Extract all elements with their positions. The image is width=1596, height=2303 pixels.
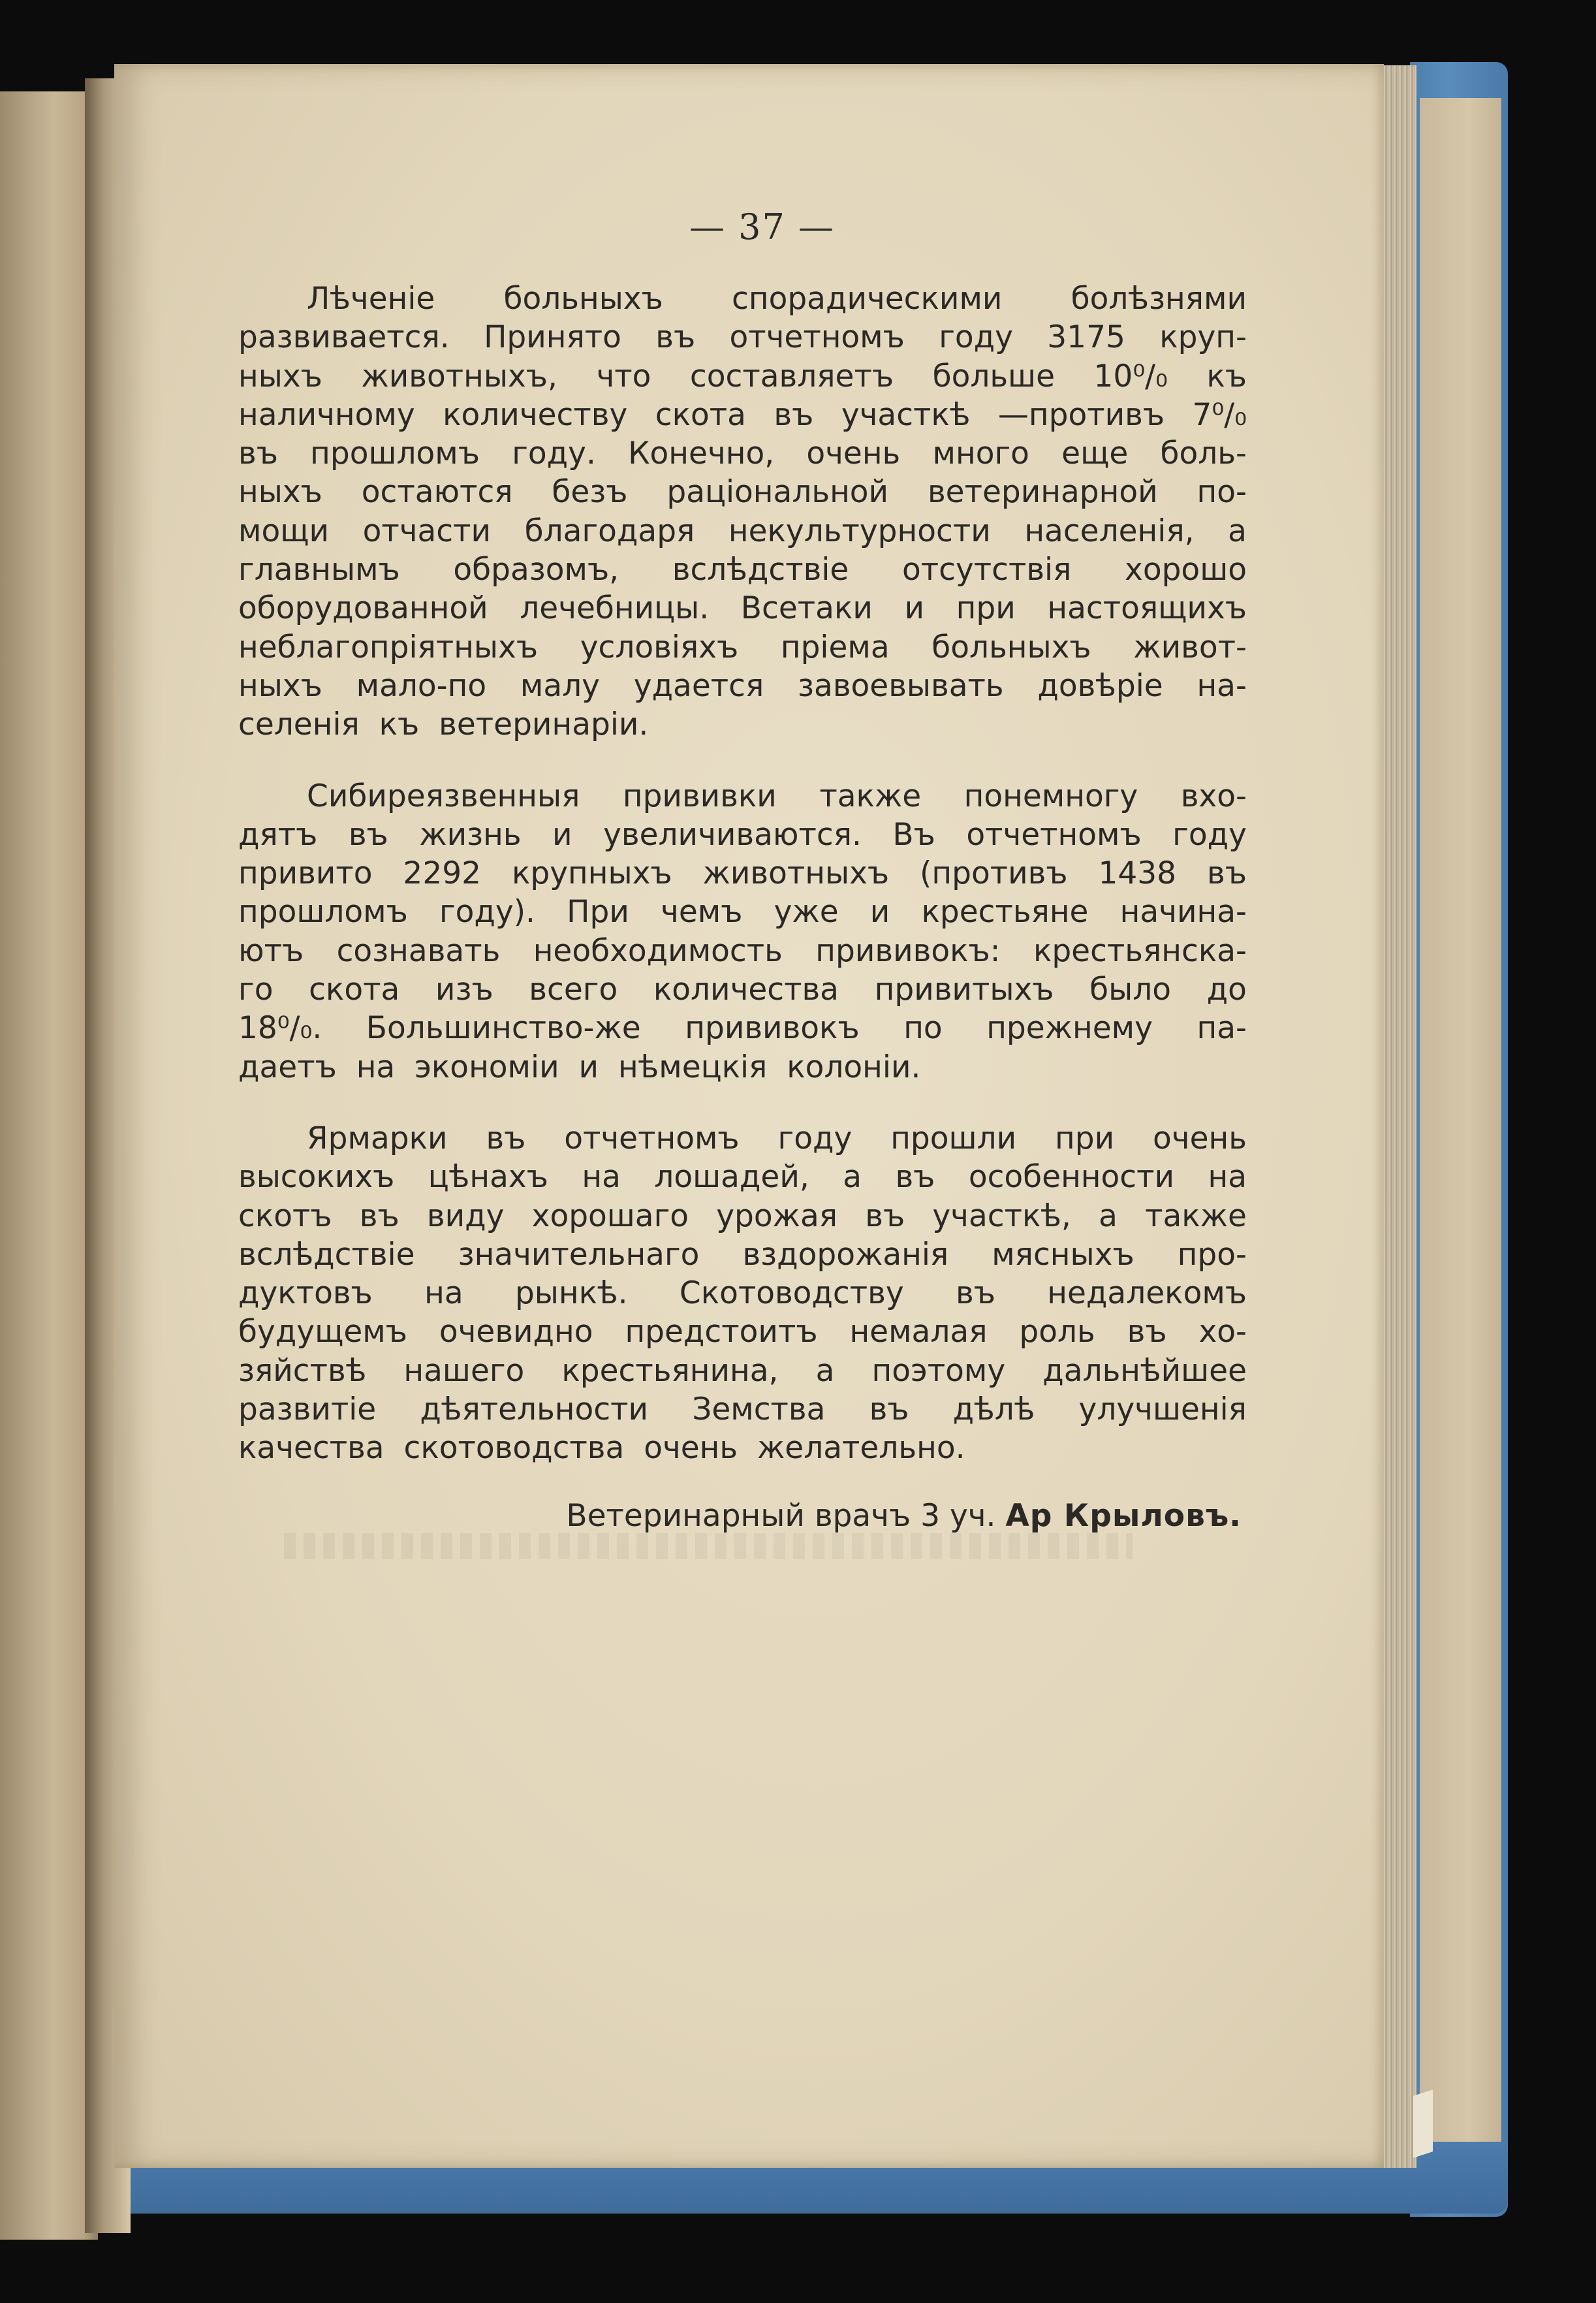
word: на- <box>1197 667 1247 704</box>
word: по- <box>1197 474 1247 511</box>
word: пріема <box>780 629 890 665</box>
word: скота <box>309 972 400 1008</box>
word: виду <box>426 1198 505 1234</box>
word: (противъ <box>920 855 1068 892</box>
word: также <box>819 778 922 814</box>
text-line <box>238 279 1247 318</box>
word: изъ <box>435 972 493 1008</box>
text-line <box>238 357 1247 396</box>
body-text <box>238 279 1247 1535</box>
text-line <box>238 1158 1247 1196</box>
word: на <box>424 1275 463 1312</box>
word: больше <box>932 358 1055 394</box>
word: всего <box>529 972 618 1008</box>
word: привито <box>238 855 373 892</box>
word: настоящихъ <box>1047 590 1247 627</box>
word: мясныхъ <box>992 1236 1134 1273</box>
word: въ <box>655 319 696 356</box>
word: увеличиваются. <box>603 816 862 853</box>
endpaper <box>1420 98 1501 2142</box>
signature-name: Ар Крыловъ. <box>1005 1497 1242 1534</box>
word: прививокъ <box>685 1010 860 1047</box>
word: вслѣдствіе <box>672 552 849 588</box>
word: наличному <box>238 396 415 433</box>
text-line <box>238 705 1247 744</box>
word: при <box>1055 1120 1115 1156</box>
word: благодаря <box>524 513 695 549</box>
text-line <box>238 473 1247 511</box>
text-line <box>238 932 1247 970</box>
word: некультурности <box>728 513 991 549</box>
word: Лѣченіе <box>307 281 435 317</box>
word: ныхъ <box>238 358 322 394</box>
word: 10⁰/₀ <box>1093 358 1168 394</box>
word: немалая <box>849 1314 988 1350</box>
text-line <box>238 1197 1247 1235</box>
word: ветеринарной <box>927 474 1158 511</box>
text-line <box>238 396 1247 434</box>
word: году). <box>439 894 535 930</box>
text-line <box>238 1048 1247 1087</box>
word: остаются <box>361 474 513 511</box>
word: будущемъ <box>238 1314 407 1350</box>
word: качества <box>238 1430 384 1467</box>
word: привитыхъ <box>874 972 1054 1008</box>
word: Скотоводству <box>679 1275 904 1312</box>
word: году. <box>512 436 596 472</box>
word: животныхъ <box>702 855 890 892</box>
word: къ <box>379 707 420 743</box>
word: прошли <box>890 1120 1017 1156</box>
word: роль <box>1019 1314 1095 1350</box>
word: дальнѣйшее <box>1042 1352 1247 1389</box>
text-line <box>238 434 1247 473</box>
word: а <box>843 1159 862 1196</box>
word: хорошо <box>1125 552 1247 588</box>
word: понемногу <box>963 778 1138 814</box>
word: населенія, <box>1024 513 1195 549</box>
word: Сибиреязвенныя <box>307 778 580 814</box>
word: вхо- <box>1180 778 1247 814</box>
word: болѣзнями <box>1071 281 1247 317</box>
word: составляетъ <box>689 358 894 394</box>
text-line <box>238 777 1247 816</box>
word: При <box>567 894 629 930</box>
text-line <box>238 816 1247 854</box>
word: году <box>777 1120 853 1156</box>
word: сознавать <box>336 932 501 969</box>
word: крестьянина, <box>561 1352 779 1389</box>
text-line <box>238 893 1247 931</box>
word: очень <box>1153 1120 1247 1156</box>
word: отсутствія <box>901 552 1072 588</box>
word: больныхъ <box>931 629 1091 665</box>
word: урожая <box>716 1198 838 1234</box>
word: —противъ <box>997 396 1165 433</box>
word: селенія <box>238 707 360 743</box>
word: и <box>552 816 572 853</box>
word: спорадическими <box>732 281 1003 317</box>
word: очень <box>806 436 901 472</box>
word: въ <box>1127 1314 1167 1350</box>
text-line <box>238 970 1247 1009</box>
word: 2292 <box>403 855 482 892</box>
word: недалекомъ <box>1047 1275 1247 1312</box>
word: и <box>578 1049 599 1085</box>
word: зяйствѣ <box>238 1352 367 1389</box>
word: дуктовъ <box>238 1275 373 1312</box>
word: боль- <box>1160 436 1247 472</box>
word: Конечно, <box>628 436 775 472</box>
word: также <box>1145 1198 1247 1234</box>
word: въ <box>1207 855 1247 892</box>
text-line <box>238 1009 1247 1047</box>
word: въ <box>359 1198 399 1234</box>
word: въ <box>956 1275 995 1312</box>
word: много <box>932 436 1029 472</box>
word: больныхъ <box>503 281 663 317</box>
word: хо- <box>1198 1314 1247 1350</box>
word: безъ <box>552 474 628 511</box>
word: па- <box>1197 1010 1247 1047</box>
word: начина- <box>1119 894 1247 930</box>
text-line <box>238 318 1247 357</box>
word: на <box>356 1049 396 1085</box>
word: ютъ <box>238 932 304 969</box>
word: 3175 <box>1047 319 1125 356</box>
word: про- <box>1177 1236 1247 1273</box>
word: поэтому <box>871 1352 1006 1389</box>
text-line <box>238 854 1247 893</box>
word: скотоводства <box>403 1430 625 1467</box>
word: условіяхъ <box>580 629 739 665</box>
word: хорошаго <box>531 1198 689 1234</box>
word: прививки <box>622 778 777 814</box>
word: въ <box>895 1159 935 1196</box>
word: рынкѣ. <box>514 1275 628 1312</box>
word: прежнему <box>986 1010 1153 1047</box>
word: прошломъ <box>238 894 408 930</box>
word: мощи <box>238 513 330 549</box>
page-corner <box>1413 2089 1433 2158</box>
text-line <box>238 512 1247 550</box>
word: скотъ <box>238 1198 332 1234</box>
word: что <box>596 358 651 394</box>
page-number: — 37 — <box>689 206 836 247</box>
text-line <box>238 1119 1247 1158</box>
word: жизнь <box>419 816 522 853</box>
word: 1438 <box>1098 855 1177 892</box>
word: прививокъ: <box>815 932 1001 969</box>
word: при <box>956 590 1016 627</box>
word: Земства <box>692 1391 826 1428</box>
word: живот- <box>1133 629 1247 665</box>
text-line <box>238 550 1247 589</box>
word: главнымъ <box>238 552 400 588</box>
word: крестьяне <box>921 894 1089 930</box>
word: году <box>1172 816 1247 853</box>
word: отчасти <box>362 513 492 549</box>
signature-title: Ветеринарный врачъ 3 уч. <box>566 1497 996 1534</box>
word: до <box>1206 972 1247 1008</box>
word: вздорожанія <box>742 1236 949 1273</box>
word: и <box>869 894 890 930</box>
word: необходимость <box>533 932 783 969</box>
word: количества <box>653 972 839 1008</box>
word: довѣріе <box>1037 667 1163 704</box>
word: въ <box>238 436 278 472</box>
word: Ярмарки <box>307 1120 448 1156</box>
text-line <box>238 589 1247 627</box>
text-line <box>238 1429 1247 1467</box>
word: а <box>1228 513 1247 549</box>
text-line <box>238 628 1247 667</box>
word: Всетаки <box>740 590 873 627</box>
word: уже <box>774 894 839 930</box>
signature <box>238 1497 1247 1535</box>
word: отчетномъ <box>966 816 1142 853</box>
word: ветеринаріи. <box>439 707 649 743</box>
word: ныхъ <box>238 667 322 704</box>
word: оборудованной <box>238 590 488 627</box>
paragraphs <box>238 279 1247 1468</box>
word: го <box>238 972 274 1008</box>
word: въ <box>348 816 388 853</box>
word: участкѣ, <box>932 1198 1071 1234</box>
text-line <box>238 1352 1247 1390</box>
word: удается <box>633 667 764 704</box>
word: въ <box>774 396 814 433</box>
word: 7⁰/₀ <box>1192 396 1247 433</box>
text-line <box>238 1390 1247 1429</box>
word: Большинство-же <box>366 1010 641 1047</box>
word: дятъ <box>238 816 318 853</box>
word: въ <box>865 1198 905 1234</box>
word: предстоитъ <box>625 1314 818 1350</box>
word: крупныхъ <box>511 855 672 892</box>
word: отчетномъ <box>729 319 905 356</box>
word: нѣмецкія <box>618 1049 768 1085</box>
word: раціональной <box>666 474 889 511</box>
paragraph <box>238 777 1247 1087</box>
word: отчетномъ <box>564 1120 740 1156</box>
word: а <box>815 1352 835 1389</box>
word: скота <box>655 396 746 433</box>
word: въ <box>486 1120 526 1156</box>
word: крестьянска- <box>1033 932 1247 969</box>
word: даетъ <box>238 1049 337 1085</box>
word: Принято <box>484 319 621 356</box>
word: прошломъ <box>310 436 480 472</box>
word: въ <box>869 1391 909 1428</box>
left-page <box>0 91 98 2240</box>
text-line <box>238 667 1247 705</box>
word: развивается. <box>238 319 450 356</box>
word: значительнаго <box>458 1236 700 1273</box>
word: животныхъ, <box>361 358 557 394</box>
text-line <box>238 1235 1247 1274</box>
word: вслѣдствіе <box>238 1236 415 1273</box>
word: улучшенія <box>1078 1391 1247 1428</box>
word: очень <box>644 1430 738 1467</box>
word: на <box>1208 1159 1247 1196</box>
text-line <box>238 1274 1247 1312</box>
word: высокихъ <box>238 1159 395 1196</box>
word: было <box>1089 972 1172 1008</box>
word: на <box>582 1159 621 1196</box>
show-through-text <box>284 1533 1133 1559</box>
paragraph <box>238 1119 1247 1468</box>
word: и <box>904 590 925 627</box>
word: малу <box>520 667 600 704</box>
word: нашего <box>403 1352 525 1389</box>
word: дѣятельности <box>420 1391 649 1428</box>
word: ныхъ <box>238 474 322 511</box>
word: 18⁰/₀. <box>238 1010 322 1047</box>
word: экономіи <box>415 1049 559 1085</box>
word: Въ <box>892 816 935 853</box>
word: дѣлѣ <box>952 1391 1035 1428</box>
word: круп- <box>1159 319 1247 356</box>
word: мало-по <box>356 667 487 704</box>
word: колоніи. <box>787 1049 921 1085</box>
word: цѣнахъ <box>428 1159 548 1196</box>
word: образомъ, <box>453 552 619 588</box>
word: а <box>1099 1198 1118 1234</box>
word: лошадей, <box>654 1159 809 1196</box>
word: по <box>903 1010 943 1047</box>
word: желательно. <box>757 1430 965 1467</box>
word: неблагопріятныхъ <box>238 629 539 665</box>
word: еще <box>1061 436 1129 472</box>
right-page <box>114 64 1384 2168</box>
word: чемъ <box>661 894 743 930</box>
word: количеству <box>443 396 628 433</box>
word: къ <box>1206 358 1247 394</box>
word: лечебницы. <box>520 590 710 627</box>
word: развитіе <box>238 1391 377 1428</box>
word: особенности <box>968 1159 1175 1196</box>
word: участкѣ <box>841 396 971 433</box>
paragraph <box>238 279 1247 744</box>
word: очевидно <box>439 1314 593 1350</box>
text-line <box>238 1312 1247 1351</box>
word: году <box>939 319 1013 356</box>
word: завоевывать <box>798 667 1004 704</box>
